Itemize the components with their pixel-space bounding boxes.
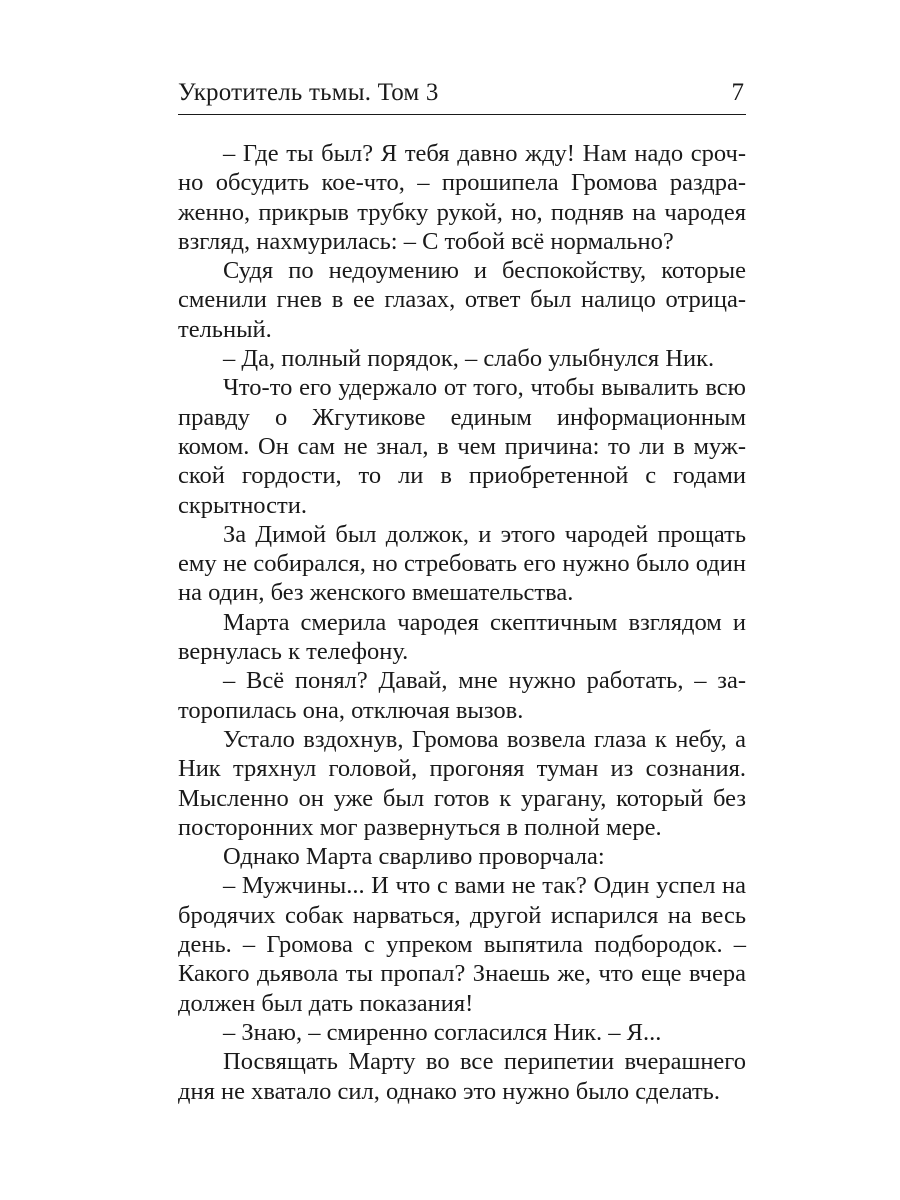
running-header bbox=[178, 78, 746, 115]
paragraph: – Где ты был? Я тебя давно жду! Нам надо срочно обсудить кое-что, – прошипела Громова раздраженно, прикрыв трубку рукой, но, подняв на чародея взгляд, нахмурилась: – С тобой всё нормально? bbox=[178, 140, 746, 255]
paragraph: За Димой был должок, и этого чародей прощать ему не собирался, но стребовать его нужно было один на один, без женского вмешательства. bbox=[178, 520, 746, 607]
page-number: 7 bbox=[731, 79, 744, 106]
paragraph: – Знаю, – смиренно согласился Ник. – Я... bbox=[223, 1018, 662, 1046]
paragraph: – Мужчины... И что с вами не так? Один успел на бродячих собак нарваться, другой испарился на весь день. – Громова с упреком выпятила подбородок. – Какого дьявола ты пропал? Знаешь же, что еще вчера должен был дать показания! bbox=[178, 872, 746, 1017]
paragraph: Что-то его удержало от того, чтобы вывалить всю правду о Жгутикове единым информационным комом. Он сам не знал, в чем причина: то ли в мужской гордости, то ли в приобретенной с годами скрытности. bbox=[178, 374, 746, 519]
paragraph: Посвящать Марту во все перипетии вчерашнего дня не хватало сил, однако это нужно было сделать. bbox=[178, 1048, 746, 1105]
paragraph: Устало вздохнув, Громова возвела глаза к небу, а Ник тряхнул головой, прогоняя туман из сознания. Мысленно он уже был готов к урагану, который без посторонних мог развернуться в полной мере. bbox=[178, 725, 746, 841]
paragraph: Однако Марта сварливо проворчала: bbox=[223, 843, 605, 871]
paragraph: – Всё понял? Давай, мне нужно работать, – заторопилась она, отключая вызов. bbox=[178, 667, 746, 724]
book-page bbox=[178, 78, 746, 1178]
book-title: Укротитель тьмы. Том 3 bbox=[178, 79, 439, 106]
body-text bbox=[178, 139, 746, 1106]
paragraph: Марта смерила чародея скептичным взглядом и вернулась к телефону. bbox=[178, 608, 746, 666]
paragraph: – Да, полный порядок, – слабо улыбнулся Ник. bbox=[223, 345, 715, 373]
paragraph: Судя по недоумению и беспокойству, которые сменили гнев в ее глазах, ответ был налицо отрицательный. bbox=[178, 257, 746, 343]
